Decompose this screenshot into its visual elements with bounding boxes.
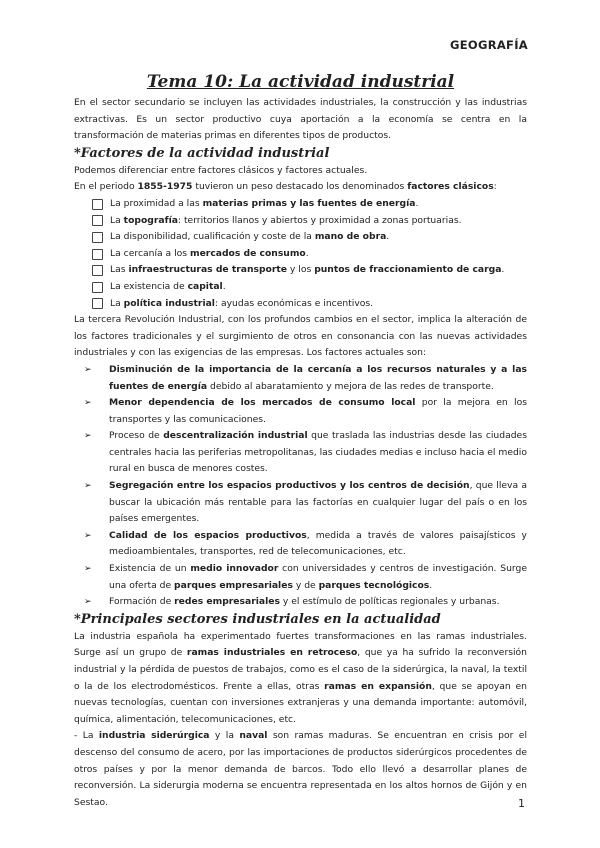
- arrow-bullet-icon: ➢: [84, 364, 92, 375]
- checkbox-icon[interactable]: [92, 232, 103, 243]
- classic-factors-list: [74, 196, 527, 312]
- list-item: La política industrial: ayudas económicas e incentivos.: [92, 296, 527, 313]
- list-item: La proximidad a las materias primas y las fuentes de energía.: [92, 196, 527, 213]
- checkbox-icon[interactable]: [92, 298, 103, 309]
- arrow-bullet-icon: ➢: [84, 597, 92, 608]
- page-number: 1: [518, 797, 525, 810]
- list-item: La topografía: territorios llanos y abiertos y proximidad a zonas portuarias.: [92, 213, 527, 230]
- checkbox-icon[interactable]: [92, 249, 103, 260]
- arrow-bullet-icon: ➢: [84, 431, 92, 442]
- list-item: La disponibilidad, cualificación y coste de la mano de obra.: [92, 229, 527, 246]
- section-heading-sectores: *Principales sectores industriales en la actualidad: [74, 611, 441, 627]
- arrow-bullet-icon: ➢: [84, 564, 92, 575]
- arrow-bullet-icon: ➢: [84, 398, 92, 409]
- factores-clasicos-intro: En el periodo 1855-1975 tuvieron un peso destacado los denominados factores clásicos:: [74, 181, 497, 193]
- list-item: ➢ Segregación entre los espacios productivos y los centros de decisión, que lleva a buscar la ubicación más rentable para las factorías en cualquier lugar del país o en los países emergentes.: [84, 480, 527, 525]
- list-item: La existencia de capital.: [92, 279, 527, 296]
- arrow-bullet-icon: ➢: [84, 530, 92, 541]
- revolution-paragraph: La tercera Revolución Industrial, con los profundos cambios en el sector, implica la alteración de los factores tradicionales y el surgimiento de otros en consonancia con las nuevas actividades industriales y con las exigencias de las empresas. Los factores actuales son:: [74, 314, 527, 359]
- siderurgica-paragraph: - La industria siderúrgica y la naval son ramas maduras. Se encuentran en crisis por el descenso del consumo de acero, por las importaciones de productos siderúrgicos procedentes de otros países y por la menor demanda de barcos. Todo ello llevó a desarrollar planes de reconversión. La siderurgia moderna se encuentra representada en los altos hornos de Gijón y en Sestao.: [74, 730, 528, 808]
- checkbox-icon[interactable]: [92, 199, 103, 210]
- list-item: ➢ Proceso de descentralización industrial que traslada las industrias desde las ciudades centrales hacia las periferias metropolitanas, las ciudades medias e incluso hacia el medio rural en busca de menores costes.: [84, 430, 527, 475]
- subject-header: GEOGRAFÍA: [449, 38, 528, 52]
- checkbox-icon[interactable]: [92, 265, 103, 276]
- document-body: [74, 70, 527, 811]
- checkbox-icon[interactable]: [92, 215, 103, 226]
- checkbox-icon[interactable]: [92, 282, 103, 293]
- arrow-bullet-icon: ➢: [84, 481, 92, 492]
- list-item: ➢ Menor dependencia de los mercados de consumo local por la mejora en los transportes y las comunicaciones.: [84, 397, 527, 425]
- page-title: Tema 10: La actividad industrial: [146, 72, 455, 92]
- list-item: ➢ Formación de redes empresariales y el estímulo de políticas regionales y urbanas.: [74, 594, 527, 611]
- list-item: ➢ Disminución de la importancia de la cercanía a los recursos naturales y a las fuentes de energía debido al abaratamiento y mejora de las redes de transporte.: [84, 363, 527, 392]
- list-item: ➢ Calidad de los espacios productivos, medida a través de valores paisajísticos y medioambientales, transportes, red de telecomunicaciones, etc.: [84, 529, 527, 558]
- intro-paragraph: En el sector secundario se incluyen las actividades industriales, la construcción y las industrias extractivas. Es un sector productivo cuya aportación a la economía se centra en la transformación de materias primas en diferentes tipos de productos.: [74, 97, 527, 142]
- list-item: ➢ Existencia de un medio innovador con universidades y centros de investigación. Surge una oferta de parques empresariales y de parques tecnológicos.: [84, 563, 527, 591]
- section-heading-factores: *Factores de la actividad industrial: [74, 145, 330, 161]
- current-factors-list: [74, 362, 527, 611]
- sectores-paragraph: La industria española ha experimentado fuertes transformaciones en las ramas industriales. Surge así un grupo de ramas industriales en retroceso, que ya ha sufrido la reconversión industrial y la pérdida de puestos de trabajos, como es el caso de la siderúrgica, la naval, la textil o la de los electrodomésticos. Frente a ellas, otras ramas en expansión, que se apoyan en nuevas tecnologías, cuentan con inversiones extranjeras y una demanda importante: automóvil, química, alimentación, telecomunicaciones, etc.: [74, 630, 528, 725]
- list-item: Las infraestructuras de transporte y los puntos de fraccionamiento de carga.: [92, 262, 527, 279]
- list-item: La cercanía a los mercados de consumo.: [92, 246, 527, 263]
- factores-intro: Podemos diferenciar entre factores clásicos y factores actuales.: [74, 164, 368, 176]
